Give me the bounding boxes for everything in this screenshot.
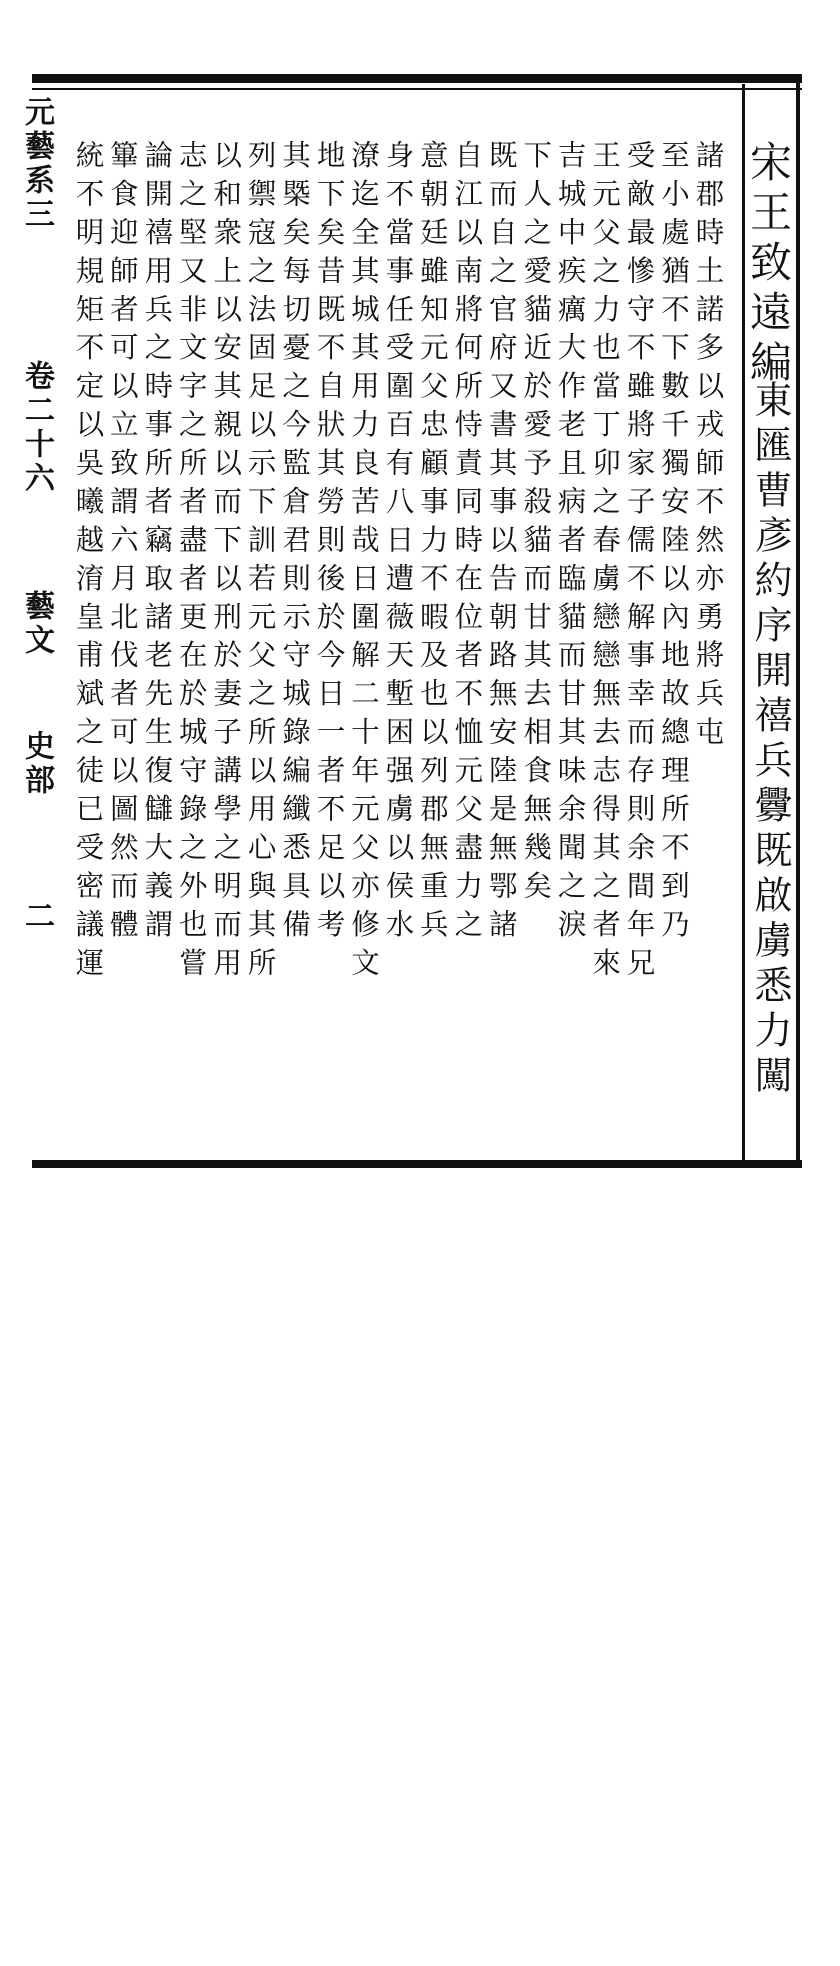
text-column-16: 志之堅又非文字之所者盡者更在於城守錄之外也嘗 [174, 140, 208, 986]
text-column-5: 吉城中疾癘大作老且病者臨貓而甘其味余聞之淚 [553, 140, 587, 948]
margin-title: 元藝系三 [19, 96, 54, 232]
margin-leaf-number: 二 [19, 900, 54, 934]
text-column-1: 諸郡時土諾多以戎師不然亦勇將兵屯 [691, 140, 725, 756]
text-column-7: 既而自之官府又書其事以告朝路無安陸是無鄂諸 [484, 140, 518, 948]
text-column-12: 地下矣昔既不自狀其勞則後於今日一者不足以考 [312, 140, 346, 948]
text-column-10: 身不當事任受圍百有八日遭薇天塹困强虜以侯水 [381, 140, 415, 948]
text-column-6: 下人之愛貓近於愛予殺貓而甘其去相食無幾矣 [519, 140, 553, 909]
text-column-18: 篳食迎師者可以立致謂六月北伐者可以圖然而體 [105, 140, 139, 948]
text-column-15: 以和衆上以安其親以而下以刑於妻子講學之明而用 [209, 140, 243, 986]
text-column-19: 統不明規矩不定以吳曦越淯皇甫斌之徒已受密議運 [71, 140, 105, 986]
text-column-14: 列禦寇之法固足以示下訓若元父之所以用心與其所 [243, 140, 277, 986]
text-column-8: 自江以南將何所恃責同時在位者不恤元父盡力之 [450, 140, 484, 948]
text-column-11: 潦迄全其城其用力良苦哉日圍解二十年元父亦修文 [346, 140, 380, 986]
work-title: 宋王致遠編 [744, 140, 793, 390]
text-column-2: 至小處猶不下數千獨安陸以內地故總理所不到乃 [656, 140, 690, 948]
frame-top-border [32, 74, 802, 83]
text-column-4: 王元父之力也當丁卯之春虜戀戀無去志得其之者來 [588, 140, 622, 986]
text-column-3: 受敵最慘守不雖將家子儒不解事幸而存則余間年兄 [622, 140, 656, 986]
margin-subsection: 史部 [19, 730, 54, 798]
text-column-13: 其槩矣每切憂之今監倉君則示守城錄編纖悉具備 [278, 140, 312, 948]
text-column-17: 論開禧用兵之時事所者竊取諸老先生復讎大義謂 [140, 140, 174, 948]
text-column-9: 意朝廷雖知元父忠顧事力不暇及也以列郡無重兵 [415, 140, 449, 948]
margin-volume: 卷二十六 [19, 360, 54, 496]
frame-right-border [796, 74, 800, 1168]
frame-top-inner-border [32, 88, 802, 90]
margin-section-text: 藝文 [19, 590, 54, 658]
preface-author-line: 東匯曹彥約序開禧兵釁既啟虜悉力闖 [748, 380, 792, 1100]
